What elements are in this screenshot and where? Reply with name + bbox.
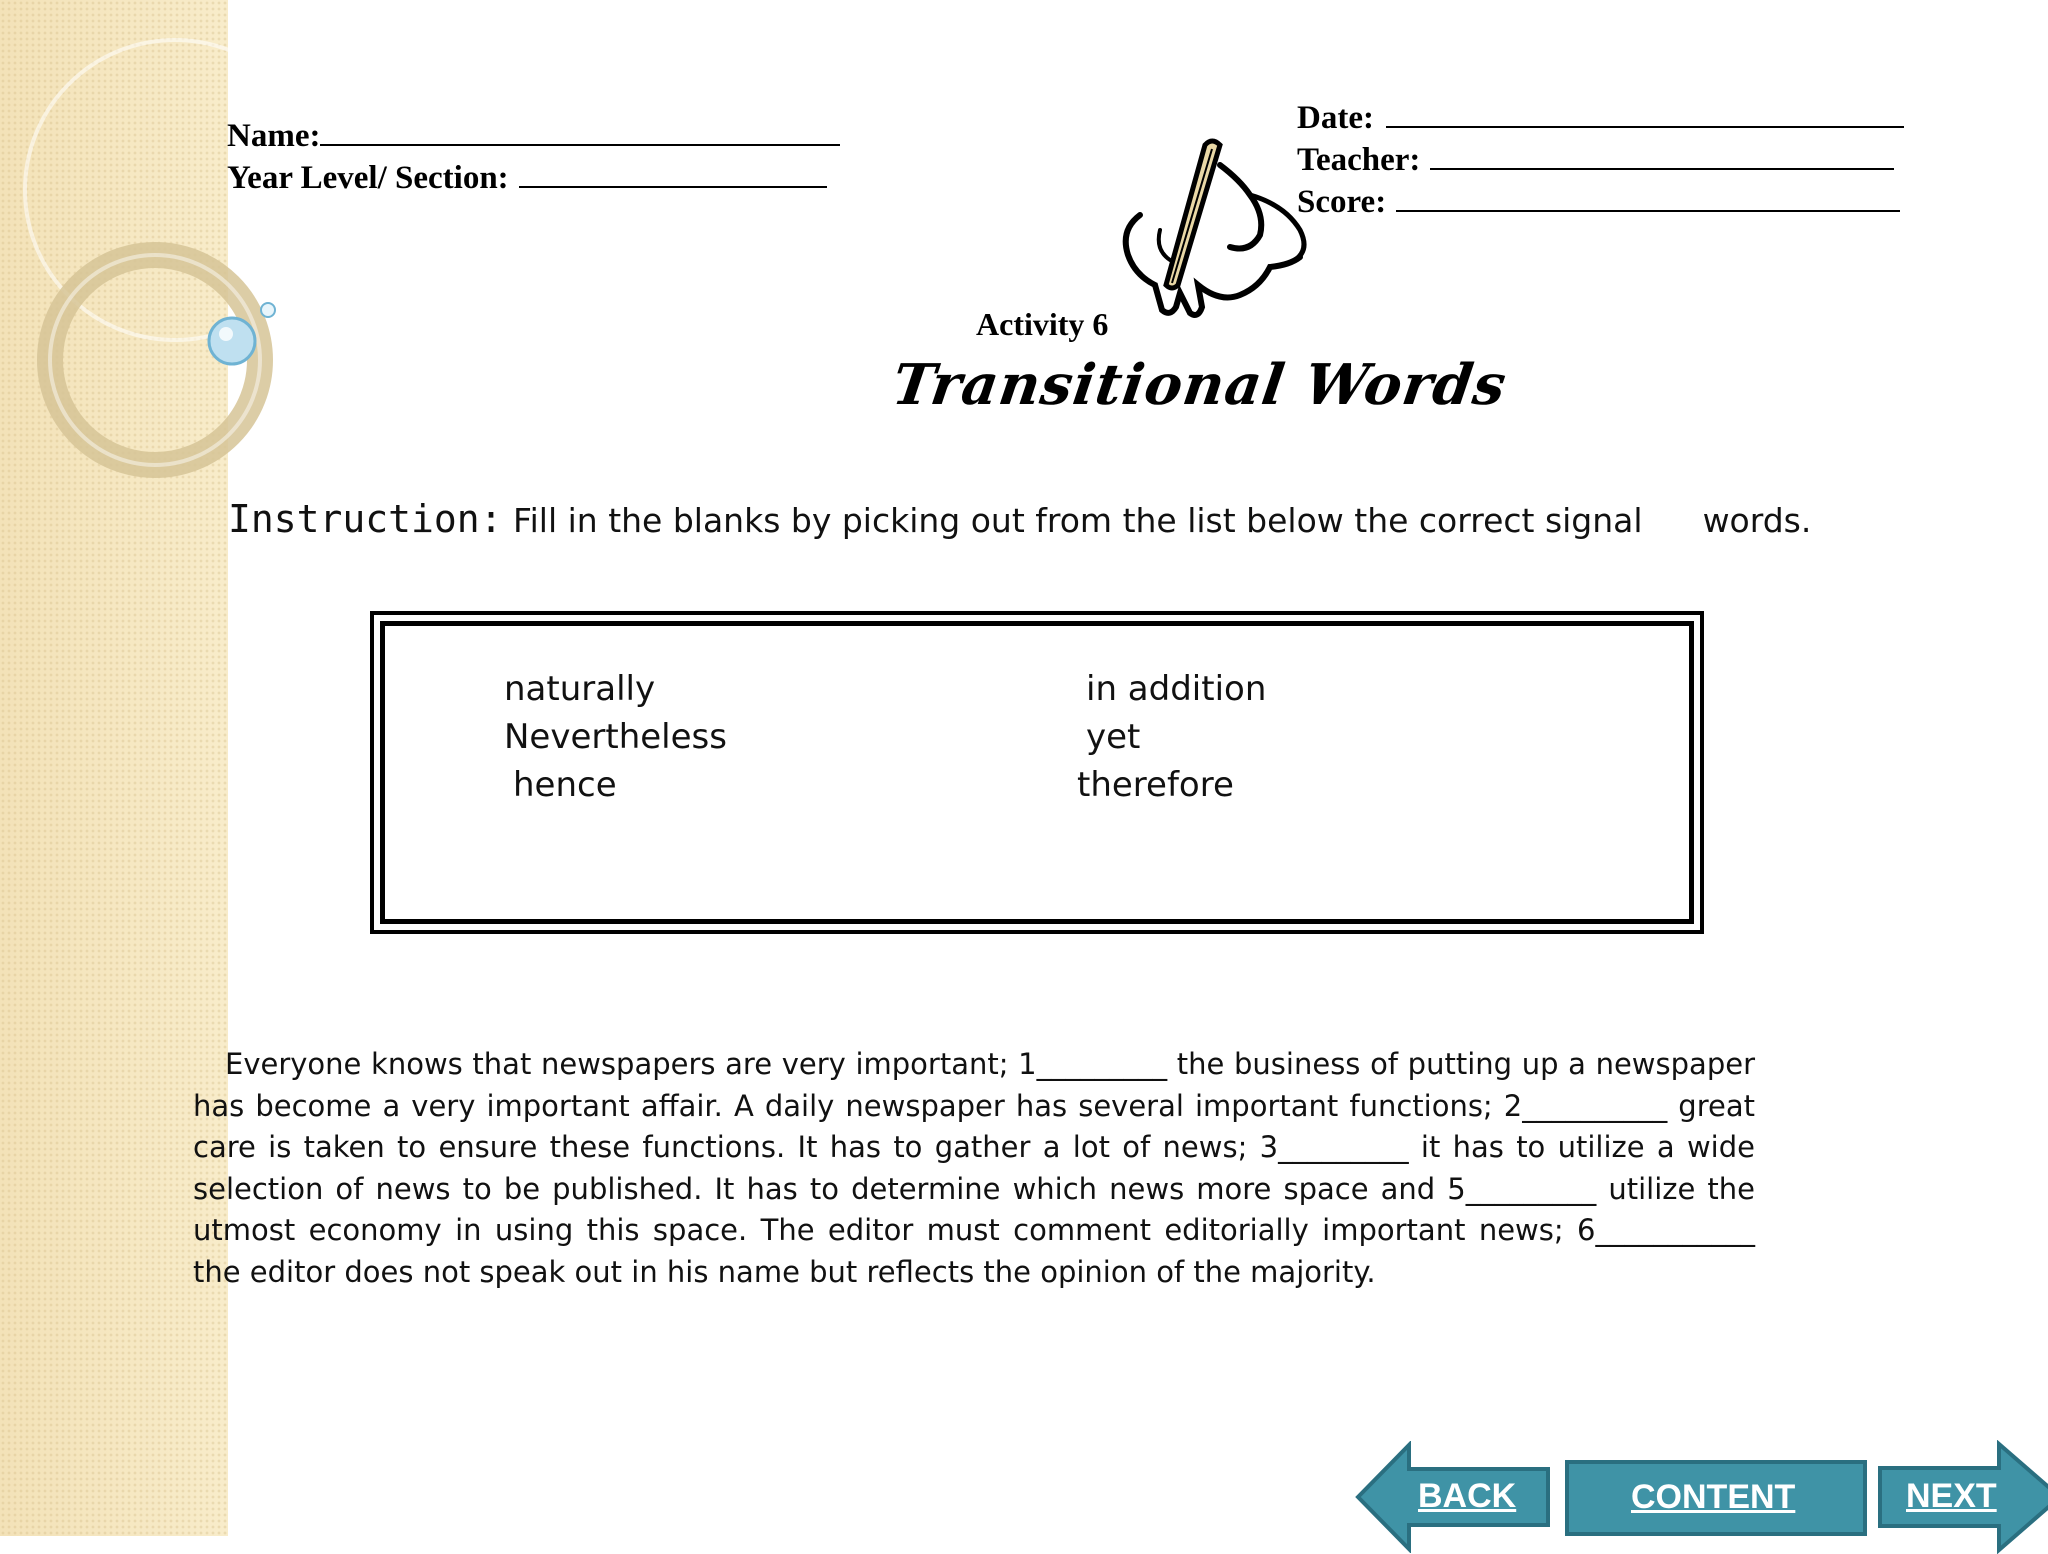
decorative-sidebar — [0, 0, 228, 1536]
instruction-text: Fill in the blanks by picking out from the list below the correct signal — [513, 501, 1643, 540]
teacher-blank[interactable] — [1430, 141, 1894, 170]
teacher-field[interactable] — [1297, 139, 1904, 181]
date-label: Date: — [1297, 100, 1374, 136]
name-blank[interactable] — [320, 117, 840, 146]
hand-writing-icon — [1100, 135, 1322, 320]
instruction-tail: words. — [1702, 501, 1812, 540]
name-label: Name: — [227, 118, 321, 154]
back-label: BACK — [1418, 1477, 1517, 1515]
back-button[interactable] — [1354, 1441, 1552, 1553]
content-label: CONTENT — [1631, 1478, 1796, 1516]
next-label: NEXT — [1906, 1477, 1997, 1515]
date-field[interactable] — [1297, 97, 1904, 139]
content-button[interactable] — [1565, 1460, 1867, 1536]
date-blank[interactable] — [1386, 99, 1904, 128]
year-section-field[interactable] — [227, 157, 840, 199]
teacher-label: Teacher: — [1297, 142, 1421, 178]
word-option: Nevertheless — [504, 717, 727, 757]
score-blank[interactable] — [1396, 183, 1900, 212]
word-option: hence — [513, 765, 617, 805]
teacher-info-fields — [1297, 97, 1904, 223]
score-label: Score: — [1297, 184, 1387, 220]
word-option: yet — [1086, 717, 1141, 757]
activity-number: Activity 6 — [976, 306, 1109, 342]
next-button[interactable] — [1876, 1440, 2048, 1554]
year-section-label: Year Level/ Section: — [227, 160, 509, 196]
word-option: in addition — [1086, 669, 1267, 709]
name-field[interactable] — [227, 115, 840, 157]
word-option: therefore — [1077, 765, 1234, 805]
activity-title: Transitional Words — [888, 352, 1511, 418]
student-info-fields — [227, 115, 840, 199]
score-field[interactable] — [1297, 181, 1904, 223]
year-section-blank[interactable] — [519, 159, 827, 188]
instruction-label: Instruction: — [228, 497, 503, 541]
exercise-passage: Everyone knows that newspapers are very important; 1_________ the business of putting up a newspaper has become a very important affair. A daily newspaper has several important functions; 2__________ great care is taken to ensure these functions. It has to gather a lot of news; 3_________ it has to utilize a wide selection of news to be published. It has to determine which news more space and 5_________ utilize the utmost economy in using this space. The editor must comment editorially important news; 6___________ the editor does not speak out in his name but reflects the opinion of the majority. — [193, 1047, 1755, 1289]
instruction — [228, 497, 1812, 541]
word-option: naturally — [504, 669, 656, 709]
